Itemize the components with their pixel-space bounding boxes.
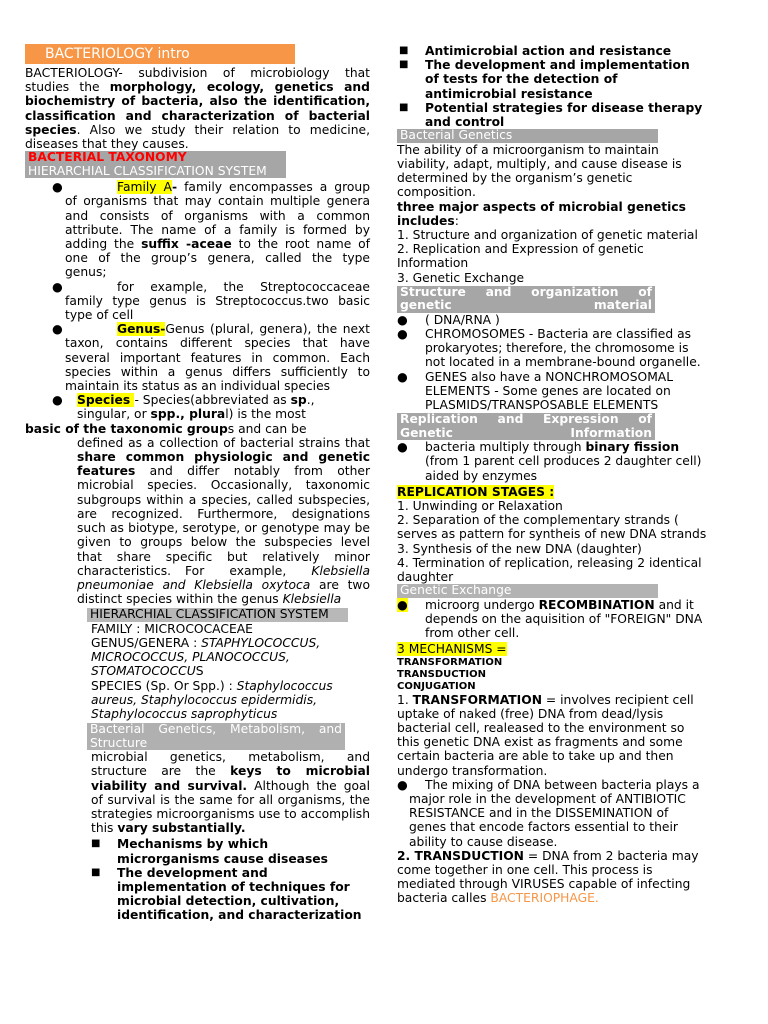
transformation-paragraph: 1. TRANSFORMATION = involves recipient cell uptake of naked (free) DNA from dead/lysis bacterial cell, realeased to the environment so this genetic DNA exist as fragments and some certain bacteria are able to take up and then undergo transformation. [397, 692, 694, 778]
right-column [397, 44, 707, 906]
genetics-paragraph: microbial genetics, metabolism, and structure are the keys to microbial viability and survival. Although the goal of survival is the same for all organisms, the strategies microorganisms use to accomplish this vary substantially. [91, 750, 370, 836]
structure-item: ● GENES also have a NONCHROMOSOMAL ELEMENTS - Some genes are located on PLASMIDS/TRANSPOSABLE ELEMENTS [397, 369, 674, 412]
stage-item: 4. Termination of replication, releasing 2 identical daughter [397, 555, 702, 584]
hierarchy-family: FAMILY : MICROCOCACEAE [91, 621, 253, 636]
species-continuation: basic of the taxonomic groups and can be [25, 421, 307, 436]
mechanism-item: CONJUGATION [397, 680, 476, 692]
stages-heading: REPLICATION STAGES : [397, 484, 555, 499]
hierarchy-box [25, 608, 370, 750]
example-item: ● for example, the Streptococcaceae family type genus is Streptococcus.two basic type of cell [52, 279, 370, 323]
list-item: ■ The development and implementation of techniques for microbial detection, cultivation, identification, and characterization [91, 865, 362, 923]
square-bullet-icon: ■ [91, 838, 101, 850]
structure-heading: Structure and organization of genetic material [397, 286, 655, 313]
aspects-heading: three major aspects of microbial genetics includes: [397, 199, 686, 228]
bullet-icon: ● [397, 369, 408, 384]
mechanism-item: TRANSFORMATION [397, 656, 503, 668]
stage-item: 3. Synthesis of the new DNA (daughter) [397, 541, 642, 556]
aspect-item: 1. Structure and organization of genetic material [397, 227, 698, 242]
mechanism-item: TRANSDUCTION [397, 668, 487, 680]
mixing-item: ● The mixing of DNA between bacteria plays a major role in the development of ANTIBIOTIC RESISTANCE and in the DISSEMINATION of genes that encode factors essential to their ability to cause disease. [397, 777, 700, 849]
binary-fission-item: ● bacteria multiply through binary fission (from 1 parent cell produces 2 daughter cell) aided by enzymes [397, 440, 702, 483]
right-square-list [397, 44, 707, 129]
hierarchy-species: SPECIES (Sp. Or Spp.) : Staphylococcus aureus, Staphylococcus epidermidis, Staphylococcus saprophyticus [91, 678, 333, 722]
aspect-item: 2. Replication and Expression of genetic Information [397, 242, 644, 271]
bullet-icon: ● [397, 312, 408, 327]
family-item: ● Family A- family encompasses a group of organisms that may contain multiple genera and consists of organisms with a common attribute. The name of a family is formed by adding the suffix -aceae to the root name of one of the group’s genera, called the type genus; [52, 180, 371, 280]
square-bullet-icon: ■ [91, 866, 101, 878]
left-column [25, 44, 370, 923]
list-item: ■ Mechanisms by which microrganisms cause diseases [91, 837, 328, 866]
genetics-metabolism-heading: Bacterial Genetics, Metabolism, and Structure [87, 723, 345, 750]
list-item: ■ Potential strategies for disease therapy and control [399, 100, 703, 130]
bullet-icon: ● [397, 777, 408, 792]
square-bullet-icon: ■ [399, 59, 409, 71]
genus-label: Genus- [117, 322, 166, 337]
hierarchy-genus: GENUS/GENERA : STAPHYLOCOCCUS, MICROCOCCUS, PLANOCOCCUS, STOMATOCOCCUS [91, 636, 321, 679]
document-title: BACTERIOLOGY intro [25, 44, 295, 64]
structure-item: ● CHROMOSOMES - Bacteria are classified as prokaryotes; therefore, the chromosome is not located in a membrane-bound organelle. [397, 326, 701, 370]
bullet-icon: ● [397, 326, 408, 341]
bullet-icon: ● [52, 279, 63, 294]
intro-paragraph: BACTERIOLOGY- subdivision of microbiology that studies the morphology, ecology, genetics and biochemistry of bacteria, also the identification, classification and characterization of bacterial species. Also we study their relation to medicine, diseases that they causes. [25, 66, 370, 152]
square-bullet-icon: ■ [399, 101, 409, 113]
bullet-icon: ● [397, 440, 408, 455]
hierarchy-box-heading: HIERARCHIAL CLASSIFICATION SYSTEM [87, 608, 348, 622]
taxonomy-heading: BACTERIAL TAXONOMY [25, 151, 286, 165]
bacterial-genetics-paragraph: The ability of a microorganism to maintain viability, adapt, multiply, and cause disease is determined by the organism’s genetic composition. [397, 142, 682, 200]
genus-item: ● Genus-Genus (plural, genera), the next taxon, contains different species that have several important features in common. Each species within a genus differs sufficiently to maintain its status as an individual species [52, 322, 370, 394]
recombination-item: ● microorg undergo RECOMBINATION and it depends on the aquisition of "FOREIGN" DNA from other cell. [397, 597, 703, 641]
list-item: ■ The development and implementation of tests for the detection of antimicrobial resistance [399, 58, 690, 101]
bacterial-genetics-heading: Bacterial Genetics [397, 129, 658, 143]
transduction-paragraph: 2. TRANSDUCTION = DNA from 2 bacteria may come together in one cell. This process is mediated through VIRUSES capable of infecting bacteria calles BACTERIOPHAGE. [397, 848, 699, 906]
hierarchical-heading: HIERARCHIAL CLASSIFICATION SYSTEM [25, 165, 286, 179]
species-label: Species [77, 393, 135, 408]
bullet-icon: ● [52, 322, 63, 337]
stage-item: 2. Separation of the complementary strands ( serves as pattern for syntheis of new DNA strands [397, 513, 707, 542]
family-label: Family A [117, 180, 172, 195]
square-bullet-icon: ■ [399, 45, 409, 56]
species-item: ● Species - Species(abbreviated as sp., singular, or spp., plural) is the most [52, 393, 315, 422]
replication-heading: Replication and Expression of Genetic Information [397, 413, 655, 440]
bullet-icon: ● [52, 393, 63, 408]
mechanisms-heading: 3 MECHANISMS = [397, 642, 507, 657]
species-paragraph: defined as a collection of bacterial strains that share common physiologic and genetic features and differ notably from other microbial species. Occasionally, taxonomic subgroups within a species, called subspecies, are recognized. Furthermore, designations such as biotype, serotype, or genotype may be given to groups below the subspecies level that share specific but relatively minor characteristics. For example, Klebsiella pneumoniae and Klebsiella oxytoca are two distinct species within the genus Klebsiella [77, 435, 371, 607]
structure-item: ● ( DNA/RNA ) [397, 312, 500, 327]
aspect-item: 3. Genetic Exchange [397, 270, 525, 285]
stage-item: 1. Unwinding or Relaxation [397, 498, 563, 513]
left-square-list [25, 837, 370, 922]
list-item: ■ Antimicrobial action and resistance [399, 44, 672, 58]
bullet-icon: ● [52, 180, 63, 195]
genetic-exchange-heading: Genetic Exchange [397, 584, 658, 598]
bullet-icon: ● [397, 597, 408, 612]
